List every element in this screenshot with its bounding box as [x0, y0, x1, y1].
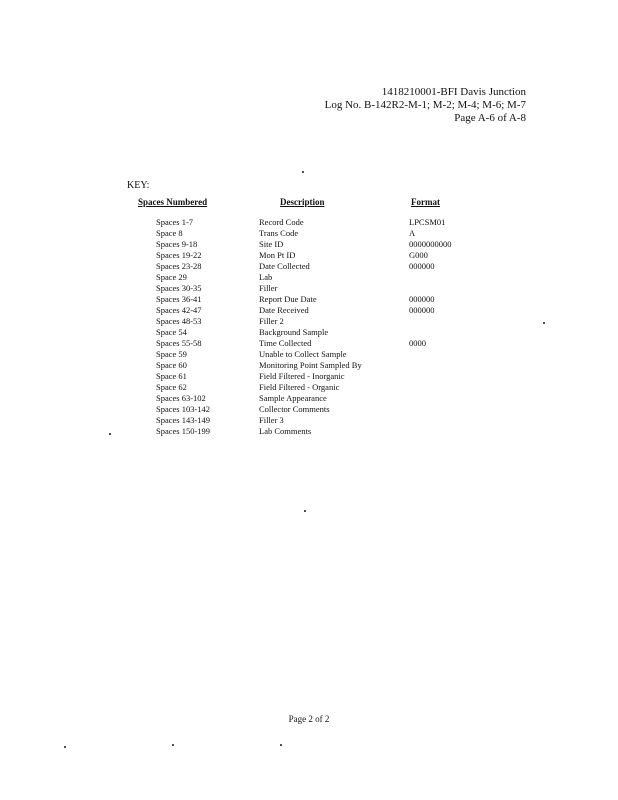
row-spaces: Spaces 63-102: [156, 393, 206, 403]
row-spaces: Space 8: [156, 228, 183, 238]
log-number: Log No. B-142R2-M-1; M-2; M-4; M-6; M-7: [324, 99, 526, 111]
row-spaces: Spaces 103-142: [156, 404, 211, 414]
scan-speck: [64, 746, 66, 748]
row-spaces: Spaces 19-22: [156, 250, 202, 260]
row-description: Report Due Date: [259, 294, 317, 304]
row-description: Record Code: [259, 217, 304, 227]
key-table: [0, 217, 618, 437]
row-description: Field Filtered - Inorganic: [259, 371, 345, 381]
row-spaces: Spaces 55-58: [156, 338, 202, 348]
table-row: [0, 305, 618, 316]
row-description: Unable to Collect Sample: [259, 349, 347, 359]
row-description: Field Filtered - Organic: [259, 382, 340, 392]
table-row: [0, 294, 618, 305]
row-format: 0000: [409, 338, 426, 348]
row-description: Background Sample: [259, 327, 329, 337]
row-spaces: Spaces 30-35: [156, 283, 202, 293]
row-spaces: Spaces 36-41: [156, 294, 202, 304]
row-description: Date Received: [259, 305, 309, 315]
table-row: [0, 316, 618, 327]
row-spaces: Space 59: [156, 349, 187, 359]
row-description: Mon Pt ID: [259, 250, 296, 260]
row-format: A: [409, 228, 416, 238]
project-title: 1418210001-BFI Davis Junction: [381, 86, 526, 98]
table-row: [0, 415, 618, 426]
table-row: [0, 404, 618, 415]
scan-speck: [172, 744, 174, 746]
table-row: [0, 382, 618, 393]
table-row: [0, 239, 618, 250]
table-row: [0, 228, 618, 239]
row-description: Time Collected: [259, 338, 312, 348]
row-description: Sample Appearance: [259, 393, 327, 403]
row-description: Collector Comments: [259, 404, 330, 414]
row-description: Monitoring Point Sampled By: [259, 360, 362, 370]
row-spaces: Spaces 23-28: [156, 261, 202, 271]
row-description: Trans Code: [259, 228, 299, 238]
table-row: [0, 327, 618, 338]
table-row: [0, 426, 618, 437]
row-format: 0000000000: [409, 239, 452, 249]
page-footer: Page 2 of 2: [288, 714, 330, 724]
row-format: LPCSM01: [409, 217, 446, 227]
row-description: Lab Comments: [259, 426, 312, 436]
column-header-description: Description: [280, 197, 325, 207]
row-spaces: Spaces 9-18: [156, 239, 198, 249]
table-row: [0, 393, 618, 404]
table-row: [0, 272, 618, 283]
row-format: 000000: [409, 261, 435, 271]
column-header-spaces: Spaces Numbered: [138, 197, 208, 207]
row-description: Lab: [259, 272, 273, 282]
table-row: [0, 250, 618, 261]
row-description: Date Collected: [259, 261, 310, 271]
row-description: Filler 2: [259, 316, 284, 326]
row-spaces: Spaces 42-47: [156, 305, 202, 315]
row-description: Site ID: [259, 239, 284, 249]
row-spaces: Space 62: [156, 382, 187, 392]
scan-speck: [543, 322, 545, 324]
scan-speck: [304, 510, 306, 512]
row-description: Filler 3: [259, 415, 284, 425]
table-row: [0, 283, 618, 294]
row-format: G000: [409, 250, 428, 260]
table-row: [0, 217, 618, 228]
table-row: [0, 338, 618, 349]
page-reference: Page A-6 of A-8: [454, 112, 526, 124]
scan-speck: [302, 171, 304, 173]
row-spaces: Spaces 48-53: [156, 316, 202, 326]
key-label: KEY:: [127, 180, 150, 191]
row-spaces: Spaces 1-7: [156, 217, 194, 227]
row-spaces: Spaces 150-199: [156, 426, 211, 436]
row-spaces: Space 61: [156, 371, 187, 381]
row-spaces: Spaces 143-149: [156, 415, 211, 425]
table-row: [0, 349, 618, 360]
column-header-format: Format: [411, 197, 440, 207]
row-format: 000000: [409, 305, 435, 315]
scan-speck: [280, 744, 282, 746]
row-spaces: Space 60: [156, 360, 187, 370]
scan-speck: [109, 433, 111, 435]
table-row: [0, 360, 618, 371]
row-format: 000000: [409, 294, 435, 304]
row-description: Filler: [259, 283, 278, 293]
table-row: [0, 371, 618, 382]
table-row: [0, 261, 618, 272]
row-spaces: Space 54: [156, 327, 187, 337]
row-spaces: Space 29: [156, 272, 187, 282]
document-header: [325, 86, 526, 125]
